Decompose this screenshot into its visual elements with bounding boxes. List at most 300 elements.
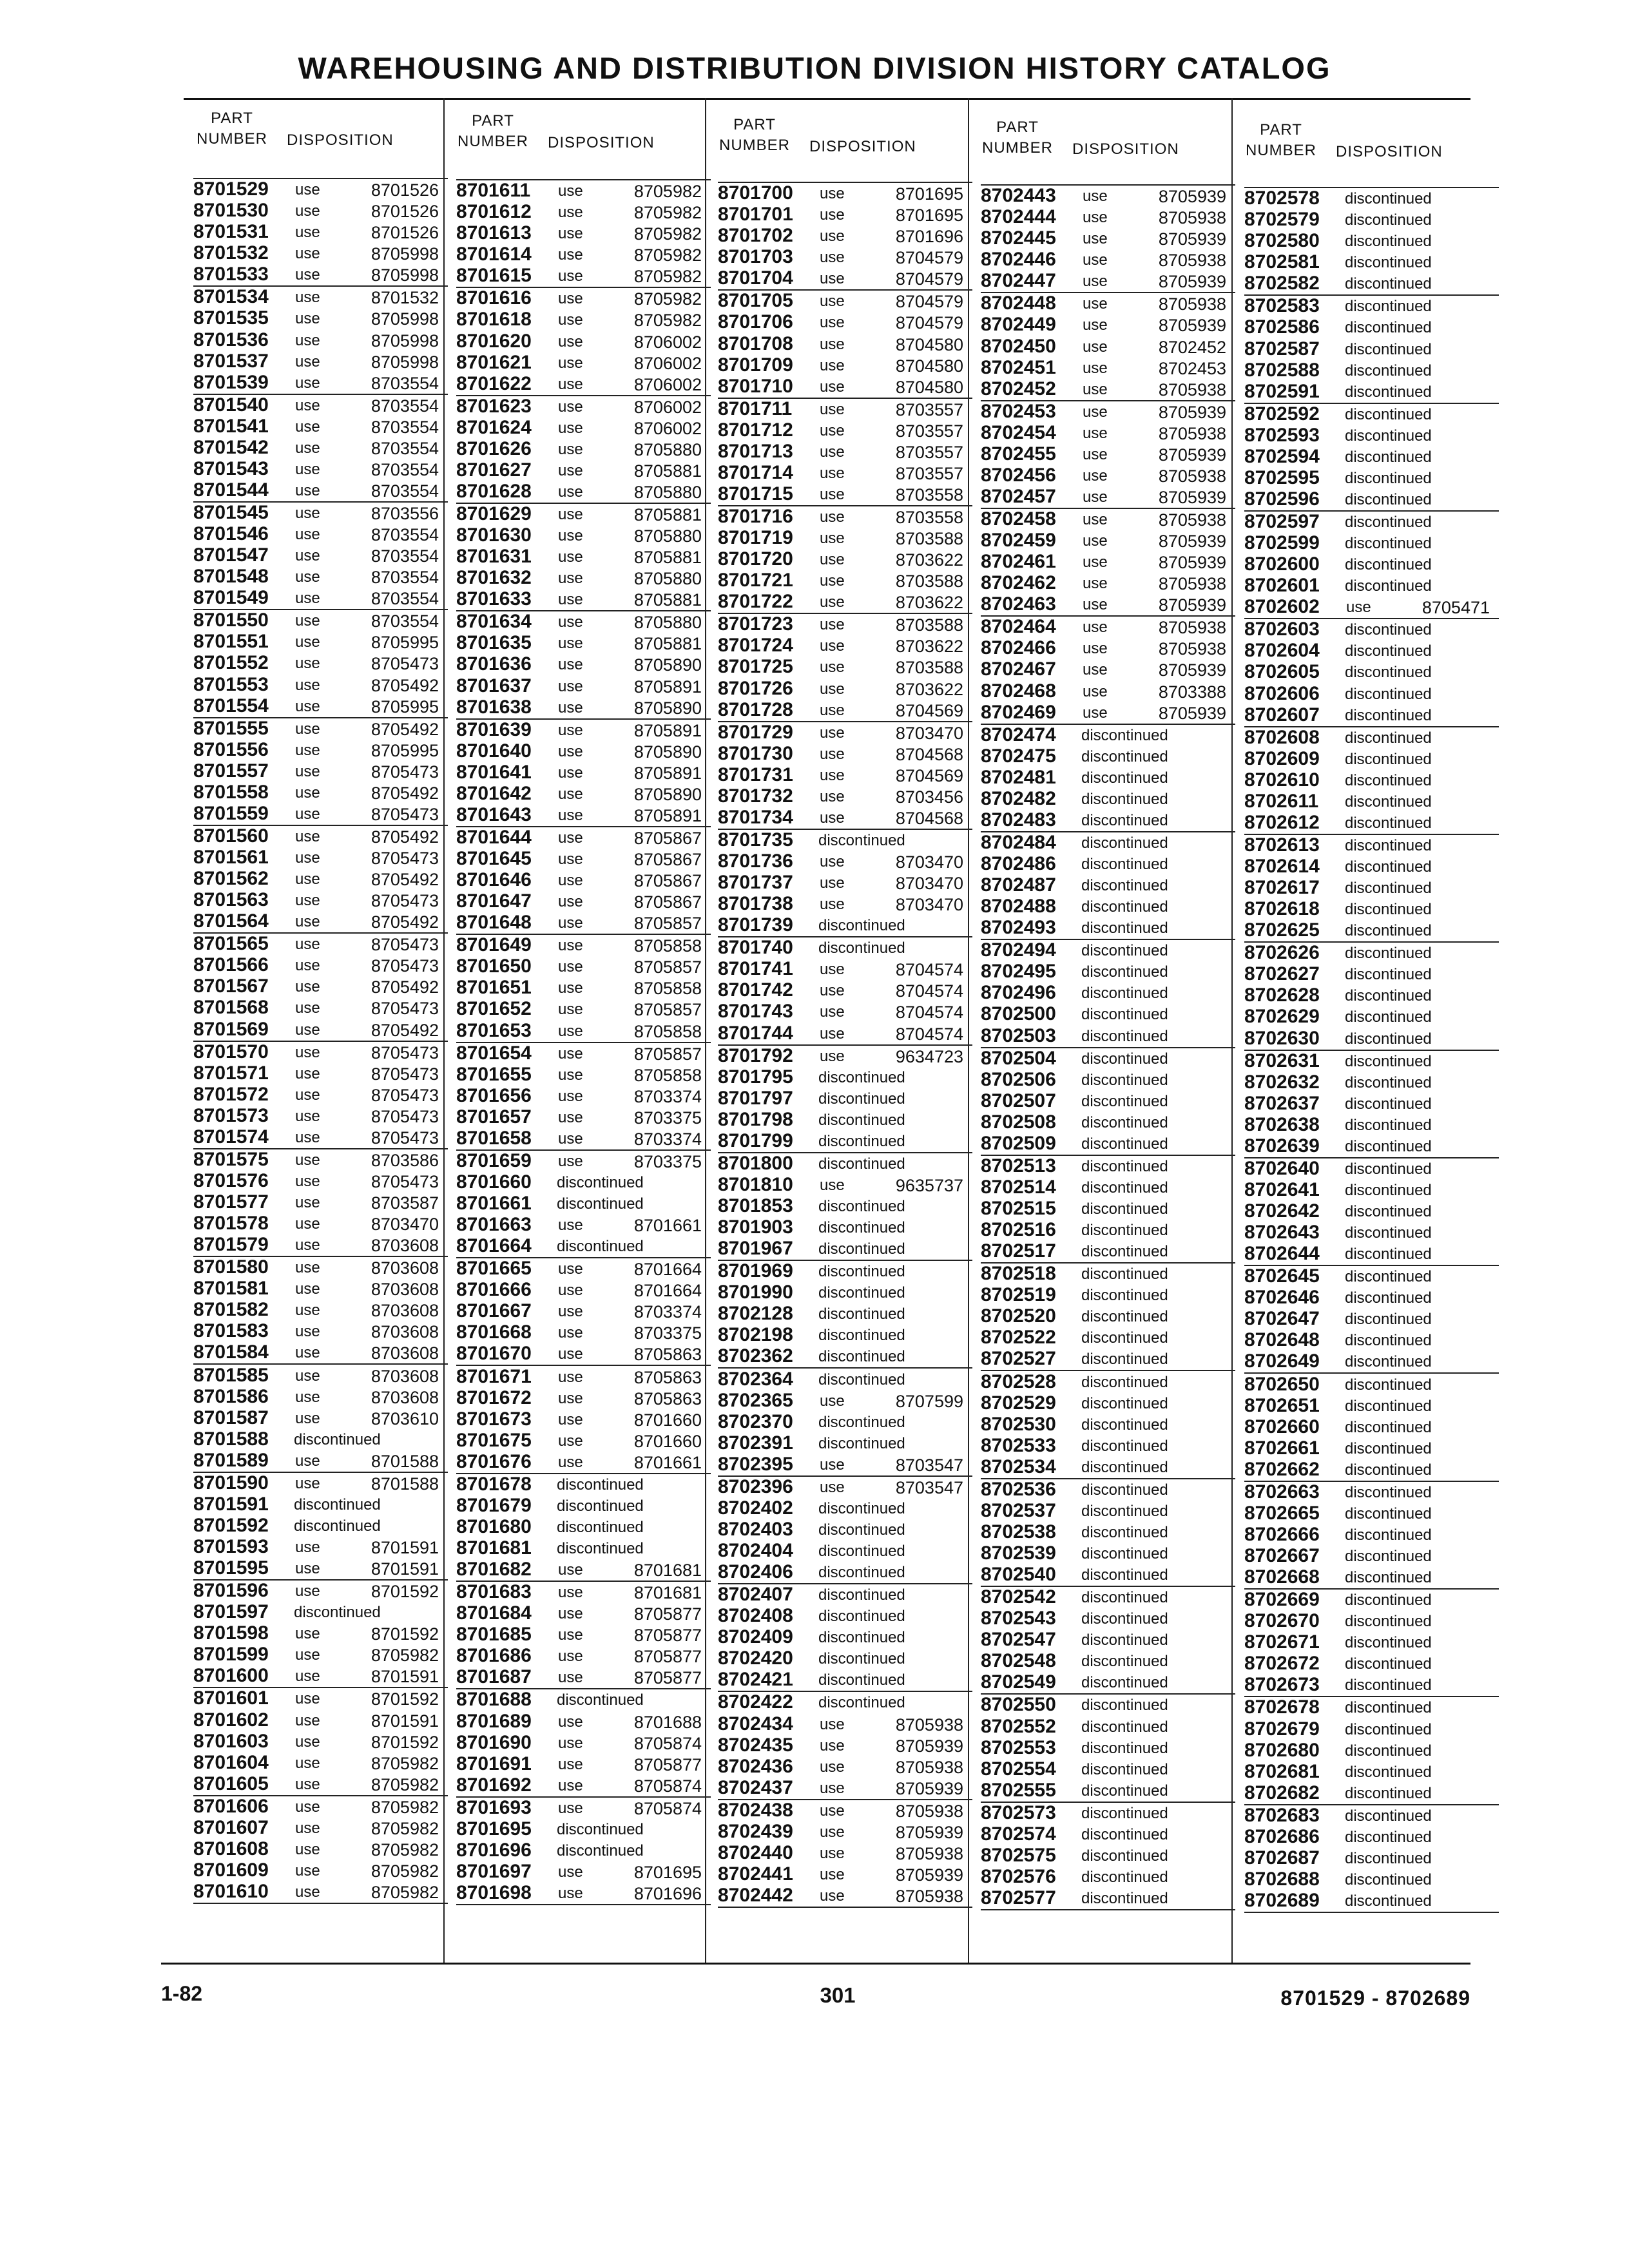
catalog-row <box>456 783 711 805</box>
catalog-row <box>193 1774 448 1796</box>
catalog-row <box>456 977 711 999</box>
part-number: 8702522 <box>981 1327 1056 1349</box>
catalog-row <box>718 765 972 786</box>
use-label: use <box>820 1478 845 1496</box>
use-label: use <box>295 1151 320 1169</box>
part-number: 8702533 <box>981 1434 1056 1456</box>
part-number: 8702671 <box>1244 1631 1320 1653</box>
part-number: 8702446 <box>981 249 1056 271</box>
part-label: PART <box>1260 121 1302 139</box>
catalog-row <box>718 1843 972 1864</box>
catalog-row <box>456 1064 711 1086</box>
catalog-row <box>193 869 448 890</box>
use-label: use <box>558 1152 583 1170</box>
part-number: 8702647 <box>1244 1308 1320 1330</box>
part-number: 8701737 <box>718 872 793 894</box>
part-number: 8701563 <box>193 889 269 911</box>
replacement-part-number: 8705938 <box>895 1715 963 1735</box>
catalog-row <box>1244 1718 1499 1740</box>
replacement-part-number: 8705857 <box>633 1044 702 1064</box>
part-number: 8702587 <box>1244 338 1320 360</box>
part-number: 8701607 <box>193 1816 269 1838</box>
part-number: 8702517 <box>981 1240 1056 1262</box>
catalog-row <box>456 1258 711 1280</box>
use-label: use <box>1083 619 1108 637</box>
use-label: use <box>1083 596 1108 614</box>
part-number: 8702605 <box>1244 661 1320 683</box>
part-number: 8701853 <box>718 1195 793 1216</box>
discontinued-label: discontinued <box>1081 1674 1168 1692</box>
replacement-part-number: 8703608 <box>371 1366 439 1386</box>
discontinued-label: discontinued <box>818 1521 905 1539</box>
discontinued-label: discontinued <box>294 1430 381 1448</box>
catalog-row <box>718 1800 972 1821</box>
discontinued-label: discontinued <box>1081 1071 1168 1089</box>
discontinued-label: discontinued <box>1345 1245 1432 1264</box>
catalog-row <box>718 1454 972 1477</box>
catalog-row <box>718 678 972 699</box>
replacement-part-number: 8705982 <box>371 1646 439 1666</box>
catalog-row <box>718 1390 972 1412</box>
discontinued-label: discontinued <box>1345 901 1432 919</box>
catalog-row <box>1244 533 1499 554</box>
replacement-part-number: 8706002 <box>633 353 702 373</box>
part-number: 8701587 <box>193 1407 269 1428</box>
catalog-row <box>1244 554 1499 575</box>
part-number: 8702581 <box>1244 251 1320 273</box>
part-number: 8701598 <box>193 1622 269 1644</box>
use-label: use <box>295 1344 320 1362</box>
replacement-part-number: 8705874 <box>633 1733 702 1753</box>
discontinued-label: discontinued <box>818 1370 905 1389</box>
use-label: use <box>820 378 845 396</box>
replacement-part-number: 8705492 <box>371 1020 439 1040</box>
part-number: 8702462 <box>981 572 1056 594</box>
replacement-part-number: 8703374 <box>633 1129 702 1149</box>
part-number: 8702644 <box>1244 1243 1320 1265</box>
use-label: use <box>295 849 320 867</box>
catalog-row <box>456 331 711 352</box>
discontinued-label: discontinued <box>1081 1847 1168 1865</box>
catalog-row <box>718 1001 972 1023</box>
part-number: 8701553 <box>193 673 269 695</box>
replacement-part-number: 8705880 <box>633 613 702 633</box>
replacement-part-number: 8706002 <box>633 374 702 394</box>
discontinued-label: discontinued <box>818 1327 905 1345</box>
use-label: use <box>295 481 320 499</box>
part-number: 8702407 <box>718 1584 793 1606</box>
use-label: use <box>558 850 583 868</box>
use-label: use <box>558 375 583 393</box>
use-label: use <box>295 1128 320 1146</box>
part-number: 8702466 <box>981 637 1056 659</box>
catalog-row <box>193 1342 448 1365</box>
part-number: 8702434 <box>718 1713 793 1735</box>
part-number: 8702688 <box>1244 1868 1320 1890</box>
catalog-row <box>193 1235 448 1257</box>
replacement-part-number: 8703558 <box>895 485 963 505</box>
replacement-part-number: 8705877 <box>633 1626 702 1646</box>
replacement-part-number: 8705939 <box>895 1778 963 1798</box>
discontinued-label: discontinued <box>1345 750 1432 768</box>
use-label: use <box>820 1736 845 1754</box>
discontinued-label: discontinued <box>1345 1353 1432 1371</box>
part-number: 8701534 <box>193 286 269 308</box>
part-number: 8701533 <box>193 264 269 285</box>
replacement-part-number: 8705982 <box>633 224 702 244</box>
part-number: 8702503 <box>981 1024 1056 1046</box>
use-label: use <box>295 1646 320 1664</box>
discontinued-label: discontinued <box>1345 427 1432 445</box>
discontinued-label: discontinued <box>1081 834 1168 852</box>
catalog-row <box>193 416 448 437</box>
use-label: use <box>820 637 845 655</box>
part-number: 8702609 <box>1244 747 1320 769</box>
catalog-column-5 <box>1244 187 1499 1913</box>
use-label: use <box>295 957 320 975</box>
disposition-label: DISPOSITION <box>287 131 394 149</box>
discontinued-label: discontinued <box>1345 319 1432 337</box>
replacement-part-number: 8703608 <box>371 1236 439 1256</box>
part-number: 8701685 <box>456 1624 532 1646</box>
catalog-row <box>718 333 972 354</box>
catalog-row <box>1244 1330 1499 1351</box>
replacement-part-number: 8705939 <box>1158 445 1226 465</box>
catalog-row <box>981 465 1235 486</box>
catalog-row <box>193 524 448 545</box>
catalog-row <box>981 961 1235 983</box>
catalog-row <box>981 918 1235 940</box>
part-number: 8701665 <box>456 1258 532 1280</box>
part-number: 8702578 <box>1244 187 1320 209</box>
catalog-row <box>1244 812 1499 835</box>
use-label: use <box>295 978 320 996</box>
use-label: use <box>820 551 845 569</box>
replacement-part-number: 8703556 <box>371 504 439 523</box>
part-number: 8701686 <box>456 1645 532 1667</box>
replacement-part-number: 8703608 <box>371 1322 439 1342</box>
part-number: 8702453 <box>981 400 1056 422</box>
discontinued-label: discontinued <box>1081 1050 1168 1068</box>
catalog-row <box>193 1149 448 1171</box>
use-label: use <box>820 335 845 353</box>
part-number: 8702602 <box>1244 596 1320 618</box>
catalog-row <box>981 207 1235 228</box>
part-number: 8702611 <box>1244 790 1319 812</box>
part-number: 8702483 <box>981 809 1056 831</box>
part-number: 8701698 <box>456 1882 532 1903</box>
part-number: 8702641 <box>1244 1178 1320 1200</box>
replacement-part-number: 8707599 <box>895 1391 963 1411</box>
catalog-row <box>193 1387 448 1408</box>
use-label: use <box>558 461 583 479</box>
use-label: use <box>820 896 845 914</box>
catalog-row <box>456 244 711 265</box>
use-label: use <box>295 1215 320 1233</box>
part-number: 8702542 <box>981 1586 1056 1608</box>
catalog-row <box>193 1494 448 1515</box>
part-number: 8702648 <box>1244 1329 1320 1351</box>
catalog-row <box>456 1452 711 1474</box>
catalog-row <box>1244 231 1499 252</box>
number-label: NUMBER <box>981 139 1053 157</box>
catalog-row <box>718 1303 972 1325</box>
discontinued-label: discontinued <box>1345 1052 1432 1070</box>
catalog-row <box>456 762 711 783</box>
replacement-part-number: 8703554 <box>371 525 439 545</box>
catalog-row <box>456 1151 711 1172</box>
discontinued-label: discontinued <box>1345 1439 1432 1457</box>
part-number: 8702543 <box>981 1608 1056 1629</box>
catalog-row <box>718 1541 972 1562</box>
use-label: use <box>295 720 320 738</box>
catalog-row <box>193 480 448 503</box>
catalog-row <box>456 202 711 223</box>
discontinued-label: discontinued <box>1345 1116 1432 1134</box>
replacement-part-number: 8705890 <box>633 655 702 675</box>
part-number: 8702436 <box>718 1755 793 1777</box>
part-number: 8702457 <box>981 485 1056 507</box>
catalog-row <box>718 1261 972 1282</box>
replacement-part-number: 8705939 <box>1158 532 1226 552</box>
use-label: use <box>820 766 845 784</box>
replacement-part-number: 8703588 <box>895 615 963 635</box>
part-number: 8701689 <box>456 1710 532 1732</box>
discontinued-label: discontinued <box>1081 1308 1168 1326</box>
catalog-row <box>1244 1351 1499 1374</box>
use-label: use <box>820 356 845 374</box>
use-label: use <box>1083 424 1108 442</box>
replacement-part-number: 8705938 <box>1158 423 1226 443</box>
part-number: 8701647 <box>456 890 532 912</box>
replacement-part-number: 8705858 <box>633 1065 702 1085</box>
part-number: 8701644 <box>456 826 532 848</box>
use-label: use <box>558 1755 583 1773</box>
catalog-row <box>1244 1762 1499 1783</box>
replacement-part-number: 8703470 <box>895 852 963 872</box>
catalog-row <box>456 352 711 374</box>
part-number: 8702593 <box>1244 424 1320 446</box>
use-label: use <box>1083 295 1108 313</box>
part-number: 8702420 <box>718 1648 793 1669</box>
catalog-row <box>1244 985 1499 1006</box>
replacement-part-number: 8704580 <box>895 334 963 354</box>
catalog-row <box>718 1153 972 1175</box>
catalog-row <box>456 418 711 439</box>
discontinued-label: discontinued <box>1081 811 1168 829</box>
part-number: 8701666 <box>456 1279 532 1301</box>
discontinued-label: discontinued <box>1345 1569 1432 1587</box>
replacement-part-number: 8705877 <box>633 1754 702 1774</box>
part-number: 8701684 <box>456 1602 532 1624</box>
use-label: use <box>820 701 845 719</box>
replacement-part-number: 8705492 <box>371 675 439 695</box>
catalog-row <box>456 1861 711 1883</box>
catalog-row <box>981 1025 1235 1048</box>
discontinued-label: discontinued <box>1081 1868 1168 1886</box>
catalog-row <box>1244 1158 1499 1180</box>
part-number: 8701654 <box>456 1042 532 1064</box>
part-number: 8701650 <box>456 956 532 977</box>
part-number: 8701709 <box>718 354 793 376</box>
part-number: 8702422 <box>718 1691 793 1713</box>
catalog-row <box>981 1133 1235 1156</box>
catalog-row <box>718 1627 972 1648</box>
part-number: 8702632 <box>1244 1071 1320 1093</box>
part-number: 8702599 <box>1244 532 1320 554</box>
catalog-row <box>456 1624 711 1646</box>
catalog-row <box>1244 468 1499 489</box>
replacement-part-number: 8703622 <box>895 637 963 657</box>
part-number: 8702555 <box>981 1779 1056 1801</box>
part-number: 8701742 <box>718 979 793 1001</box>
catalog-row <box>981 767 1235 789</box>
part-number: 8702548 <box>981 1650 1056 1672</box>
part-number: 8702515 <box>981 1198 1056 1219</box>
discontinued-label: discontinued <box>1081 1265 1168 1283</box>
replacement-part-number: 8705938 <box>895 1887 963 1906</box>
discontinued-label: discontinued <box>818 939 905 957</box>
discontinued-label: discontinued <box>1081 1631 1168 1649</box>
replacement-part-number: 8703622 <box>895 550 963 570</box>
catalog-row <box>718 1369 972 1390</box>
catalog-row <box>193 1365 448 1386</box>
part-number: 8701730 <box>718 742 793 764</box>
replacement-part-number: 8705891 <box>633 720 702 740</box>
use-label: use <box>558 1863 583 1881</box>
part-number: 8702481 <box>981 766 1056 788</box>
part-number: 8702441 <box>718 1863 793 1885</box>
replacement-part-number: 8705492 <box>371 719 439 739</box>
discontinued-label: discontinued <box>1345 1807 1432 1825</box>
part-number: 8701585 <box>193 1364 269 1386</box>
part-number: 8702638 <box>1244 1113 1320 1135</box>
catalog-row <box>456 956 711 977</box>
part-number: 8702128 <box>718 1303 793 1325</box>
part-number: 8701680 <box>456 1515 532 1537</box>
use-label: use <box>558 721 583 739</box>
use-label: use <box>558 267 583 285</box>
replacement-part-number: 8704569 <box>895 765 963 785</box>
part-number: 8701579 <box>193 1234 269 1256</box>
replacement-part-number: 8705890 <box>633 784 702 804</box>
part-number: 8702689 <box>1244 1890 1320 1911</box>
discontinued-label: discontinued <box>818 1564 905 1582</box>
part-number: 8702509 <box>981 1132 1056 1154</box>
catalog-row <box>193 503 448 524</box>
catalog-row <box>1244 727 1499 749</box>
use-label: use <box>820 809 845 827</box>
part-number: 8702469 <box>981 701 1056 723</box>
part-number: 8701531 <box>193 221 269 243</box>
catalog-row <box>193 1666 448 1688</box>
catalog-row <box>456 1107 711 1128</box>
part-number: 8701682 <box>456 1559 532 1581</box>
catalog-row <box>193 222 448 243</box>
catalog-row <box>456 288 711 309</box>
catalog-row <box>456 1388 711 1409</box>
part-number: 8701679 <box>456 1494 532 1516</box>
part-number: 8702682 <box>1244 1782 1320 1803</box>
catalog-row <box>1244 1136 1499 1158</box>
discontinued-label: discontinued <box>294 1495 381 1514</box>
replacement-part-number: 8703554 <box>371 373 439 393</box>
use-label: use <box>820 616 845 634</box>
catalog-row <box>193 1731 448 1753</box>
replacement-part-number: 8705877 <box>633 1668 702 1688</box>
catalog-row <box>981 1112 1235 1133</box>
discontinued-label: discontinued <box>1345 706 1432 724</box>
discontinued-label: discontinued <box>1081 1523 1168 1541</box>
replacement-part-number: 8704579 <box>895 269 963 289</box>
replacement-part-number: 8703554 <box>371 481 439 501</box>
part-number: 8702198 <box>718 1324 793 1346</box>
replacement-part-number: 8705881 <box>633 634 702 654</box>
part-number: 8701532 <box>193 242 269 264</box>
part-number: 8701568 <box>193 997 269 1019</box>
replacement-part-number: 8705938 <box>1158 574 1226 594</box>
number-label: NUMBER <box>718 137 790 154</box>
part-number: 8701655 <box>456 1063 532 1085</box>
discontinued-label: discontinued <box>1081 1566 1168 1584</box>
part-number: 8702514 <box>981 1176 1056 1198</box>
replacement-part-number: 8705938 <box>895 1801 963 1821</box>
part-number: 8701629 <box>456 503 532 524</box>
part-number: 8701690 <box>456 1731 532 1753</box>
part-number: 8701530 <box>193 200 269 222</box>
catalog-row <box>981 725 1235 746</box>
catalog-row <box>718 1046 972 1067</box>
use-label: use <box>1083 359 1108 377</box>
catalog-row <box>718 1885 972 1908</box>
replacement-part-number: 8705492 <box>371 783 439 803</box>
part-number: 8702617 <box>1244 877 1320 899</box>
replacement-part-number: 8705982 <box>371 1797 439 1817</box>
catalog-row <box>456 589 711 611</box>
catalog-row <box>981 184 1235 207</box>
replacement-part-number: 8703547 <box>895 1455 963 1475</box>
part-number: 8702518 <box>981 1263 1056 1285</box>
use-label: use <box>295 913 320 931</box>
use-label: use <box>820 206 845 224</box>
replacement-part-number: 8705939 <box>895 1865 963 1885</box>
catalog-row <box>193 308 448 329</box>
catalog-row <box>981 702 1235 725</box>
discontinued-label: discontinued <box>1345 1828 1432 1846</box>
part-number: 8702448 <box>981 293 1056 314</box>
part-number: 8701792 <box>718 1044 793 1066</box>
use-label: use <box>558 1129 583 1148</box>
discontinued-label: discontinued <box>1081 856 1168 873</box>
use-label: use <box>558 1453 583 1471</box>
catalog-row <box>718 463 972 484</box>
replacement-part-number: 8701681 <box>633 1583 702 1603</box>
discontinued-label: discontinued <box>1081 1458 1168 1476</box>
use-label: use <box>295 612 320 630</box>
catalog-row <box>981 1759 1235 1780</box>
catalog-row <box>981 1501 1235 1522</box>
part-number: 8702574 <box>981 1823 1056 1845</box>
catalog-row <box>981 1070 1235 1091</box>
replacement-part-number: 8705982 <box>633 267 702 287</box>
number-label: NUMBER <box>1245 142 1316 159</box>
discontinued-label: discontinued <box>1081 1329 1168 1347</box>
discontinued-label: discontinued <box>557 1497 644 1515</box>
discontinued-label: discontinued <box>1345 1137 1432 1155</box>
replacement-part-number: 8706002 <box>633 418 702 438</box>
part-number: 8701692 <box>456 1774 532 1796</box>
catalog-row <box>1244 252 1499 273</box>
